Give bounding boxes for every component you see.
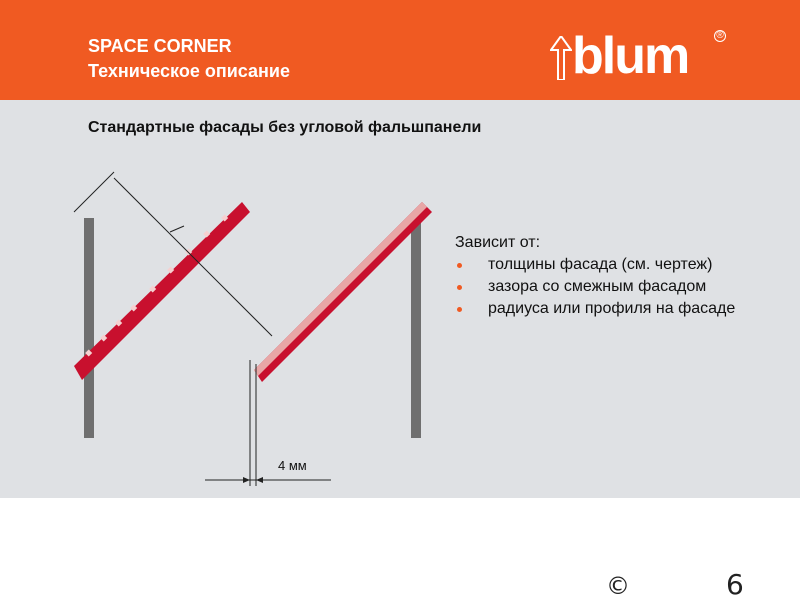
list-item-text: толщины фасада (см. чертеж)	[488, 256, 713, 273]
left-facade-panel	[74, 202, 250, 380]
right-carcass-wall	[411, 218, 421, 438]
dependency-heading: Зависит от:	[455, 234, 541, 251]
right-facade-panel	[254, 202, 432, 382]
list-item	[455, 254, 785, 276]
logo-wordmark: blum	[572, 27, 689, 85]
gap-dimension-label: 4 мм	[278, 458, 307, 473]
gap-arrow-left	[243, 477, 250, 483]
registered-mark: ®	[714, 30, 726, 42]
list-item-text: зазора со смежным фасадом	[488, 278, 707, 295]
right-facade-edge	[254, 202, 427, 376]
page-number: 6	[726, 568, 744, 601]
bullet-icon	[457, 285, 462, 290]
blum-logo	[548, 27, 728, 86]
gap-arrow-right	[256, 477, 263, 483]
list-item	[455, 298, 785, 320]
dependency-list	[455, 232, 785, 320]
list-item	[455, 276, 785, 298]
dimension-extension-line	[74, 172, 114, 212]
dimension-tick	[170, 226, 184, 232]
dependency-items	[455, 254, 785, 320]
bullet-icon	[457, 307, 462, 312]
page-title: SPACE CORNER	[88, 36, 232, 56]
page-subtitle: Техническое описание	[88, 61, 290, 81]
slide-heading: Стандартные фасады без угловой фальшпанели	[88, 119, 482, 136]
title-block	[88, 34, 290, 84]
bullet-icon	[457, 263, 462, 268]
copyright-mark: ©	[606, 572, 630, 600]
left-carcass-wall	[84, 218, 94, 438]
title-banner	[0, 0, 800, 100]
blum-arrow-icon	[550, 36, 572, 80]
list-item-text: радиуса или профиля на фасаде	[488, 300, 736, 317]
